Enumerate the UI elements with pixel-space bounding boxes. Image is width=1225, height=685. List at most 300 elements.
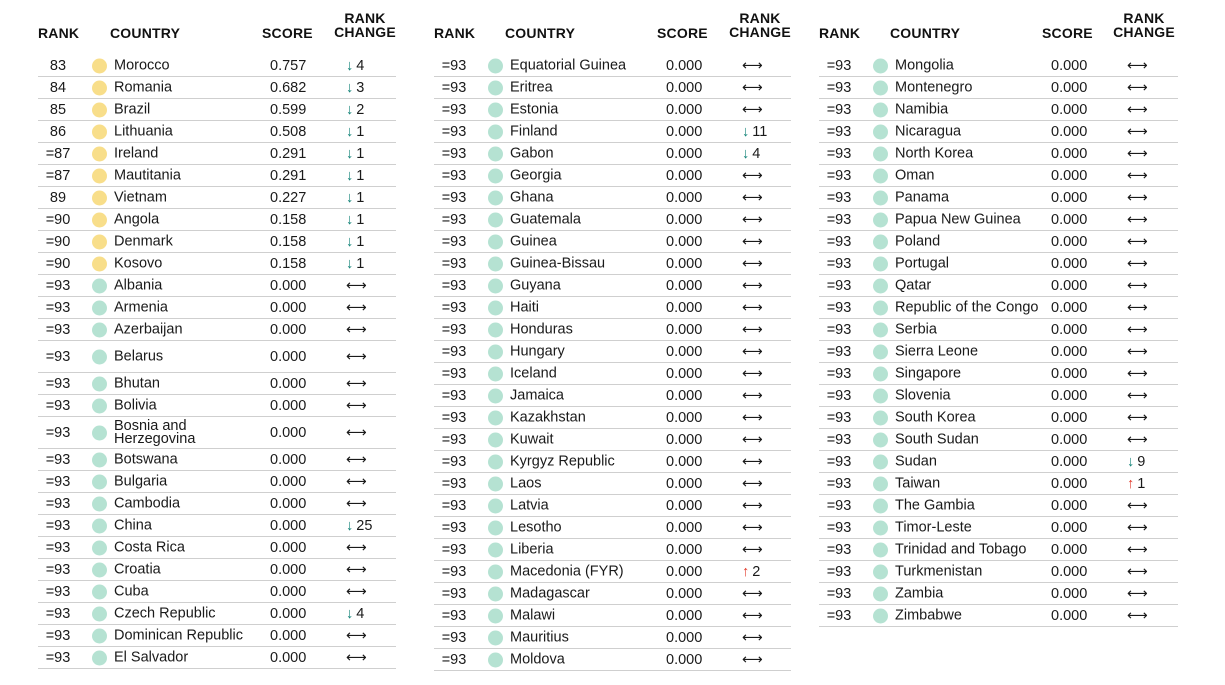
rank-value: =93 <box>441 585 467 602</box>
status-dot <box>873 586 888 601</box>
rank-value: =93 <box>826 123 852 140</box>
no-change-icon: ⟷ <box>742 409 763 426</box>
rank-change <box>1127 300 1148 316</box>
score-value: 0.000 <box>1051 321 1088 338</box>
arrow-down-icon: ↓ <box>742 145 750 162</box>
table-row <box>819 77 1178 99</box>
score-value: 0.000 <box>270 375 307 392</box>
no-change-icon: ⟷ <box>1127 189 1148 206</box>
score-value: 0.000 <box>270 277 307 294</box>
rank-value: =93 <box>441 277 467 294</box>
country-name: Macedonia (FYR) <box>510 563 624 579</box>
no-change-icon: ⟷ <box>346 473 367 490</box>
status-dot <box>873 498 888 513</box>
no-change-icon: ⟷ <box>1127 255 1148 272</box>
rank-value: =93 <box>441 563 467 580</box>
rank-change <box>346 584 367 600</box>
score-value: 0.000 <box>1051 299 1088 316</box>
rank-change <box>346 425 367 441</box>
table-row <box>434 605 791 627</box>
status-dot <box>873 124 888 139</box>
score-value: 0.000 <box>270 473 307 490</box>
no-change-icon: ⟷ <box>1127 541 1148 558</box>
rank-header: RANK <box>38 25 80 41</box>
table-row <box>819 253 1178 275</box>
rank-value: =87 <box>45 167 71 184</box>
rank-change <box>742 542 763 558</box>
score-value: 0.000 <box>666 123 703 140</box>
status-dot <box>488 520 503 535</box>
rank-change <box>346 212 364 228</box>
rank-value: =90 <box>45 233 71 250</box>
rank-change-value: 3 <box>356 79 365 96</box>
rank-change <box>346 452 367 468</box>
table-row <box>434 99 791 121</box>
status-dot <box>92 425 107 440</box>
rank-change <box>1127 388 1148 404</box>
rank-change <box>1127 102 1148 118</box>
country-name: Liberia <box>510 541 554 557</box>
no-change-icon: ⟷ <box>742 189 763 206</box>
rank-change-header <box>333 11 397 39</box>
no-change-icon: ⟷ <box>346 277 367 294</box>
table-row <box>819 275 1178 297</box>
table-row <box>819 385 1178 407</box>
table-row <box>38 77 396 99</box>
status-dot <box>488 300 503 315</box>
rank-change <box>346 349 367 365</box>
country-name: Dominican Republic <box>114 627 243 643</box>
rank-value: =93 <box>441 255 467 272</box>
rank-value: =93 <box>441 629 467 646</box>
status-dot <box>873 520 888 535</box>
rank-value: =93 <box>45 375 71 392</box>
rank-value: =93 <box>441 321 467 338</box>
table-row <box>434 253 791 275</box>
rank-change <box>742 454 763 470</box>
rank-change <box>742 300 763 316</box>
country-name: Ireland <box>114 145 159 161</box>
table-row <box>38 297 396 319</box>
rank-change <box>346 496 367 512</box>
rank-value: =93 <box>45 348 71 365</box>
country-name: Bulgaria <box>114 473 168 489</box>
rank-value: =93 <box>441 387 467 404</box>
status-dot <box>488 278 503 293</box>
score-value: 0.000 <box>1051 343 1088 360</box>
no-change-icon: ⟷ <box>1127 497 1148 514</box>
table-row <box>38 121 396 143</box>
rank-change <box>1127 564 1148 580</box>
table-row <box>38 625 396 647</box>
status-dot <box>92 322 107 337</box>
rank-change-header-line2: CHANGE <box>729 24 791 40</box>
rank-change <box>346 168 364 184</box>
no-change-icon: ⟷ <box>1127 409 1148 426</box>
table-row <box>38 603 396 625</box>
arrow-down-icon: ↓ <box>346 57 354 74</box>
rank-change <box>346 234 364 250</box>
arrow-down-icon: ↓ <box>346 189 354 206</box>
status-dot <box>873 256 888 271</box>
score-value: 0.291 <box>270 167 307 184</box>
score-value: 0.000 <box>1051 431 1088 448</box>
table-row <box>434 627 791 649</box>
rank-value: =93 <box>826 299 852 316</box>
country-name: Cuba <box>114 583 149 599</box>
country-name: Panama <box>895 189 950 205</box>
score-value: 0.000 <box>1051 387 1088 404</box>
country-name: Serbia <box>895 321 937 337</box>
score-value: 0.000 <box>666 299 703 316</box>
country-name: Bhutan <box>114 375 160 391</box>
rank-change-value: 2 <box>356 101 365 118</box>
table-row <box>38 165 396 187</box>
rank-change <box>742 322 763 338</box>
score-value: 0.000 <box>666 497 703 514</box>
score-value: 0.000 <box>270 397 307 414</box>
status-dot <box>873 322 888 337</box>
rank-value: =93 <box>45 473 71 490</box>
rank-change <box>1127 212 1148 228</box>
column-header <box>434 0 791 55</box>
rank-value: =93 <box>45 277 71 294</box>
arrow-down-icon: ↓ <box>742 123 750 140</box>
table-row <box>38 373 396 395</box>
table-row <box>434 55 791 77</box>
score-value: 0.000 <box>1051 123 1088 140</box>
country-name: North Korea <box>895 145 974 161</box>
country-name: Guinea <box>510 233 557 249</box>
rank-value: =93 <box>45 424 71 441</box>
rank-change <box>1127 322 1148 338</box>
status-dot <box>873 366 888 381</box>
no-change-icon: ⟷ <box>1127 233 1148 250</box>
table-rows <box>38 55 396 669</box>
score-value: 0.000 <box>1051 189 1088 206</box>
score-value: 0.000 <box>1051 277 1088 294</box>
rank-change <box>1127 168 1148 184</box>
score-value: 0.000 <box>270 451 307 468</box>
rank-change <box>742 190 763 206</box>
status-dot <box>488 608 503 623</box>
status-dot <box>92 58 107 73</box>
score-value: 0.000 <box>666 57 703 74</box>
table-row <box>819 55 1178 77</box>
status-dot <box>92 496 107 511</box>
status-dot <box>488 542 503 557</box>
score-value: 0.000 <box>1051 497 1088 514</box>
status-dot <box>92 376 107 391</box>
rank-value: =93 <box>826 189 852 206</box>
rank-change <box>1127 498 1148 514</box>
rank-change <box>742 58 763 74</box>
status-dot <box>488 322 503 337</box>
status-dot <box>873 212 888 227</box>
table-row <box>434 407 791 429</box>
score-value: 0.000 <box>666 651 703 668</box>
rank-change <box>742 344 763 360</box>
rank-change <box>1127 124 1148 140</box>
country-name: Kosovo <box>114 255 163 271</box>
table-row <box>434 143 791 165</box>
score-value: 0.000 <box>1051 453 1088 470</box>
status-dot <box>92 606 107 621</box>
score-value: 0.000 <box>1051 563 1088 580</box>
country-name: Botswana <box>114 451 178 467</box>
rank-change <box>1127 234 1148 250</box>
rank-change <box>346 146 364 162</box>
rank-value: =93 <box>441 519 467 536</box>
rank-change-value: 4 <box>356 57 365 74</box>
table-row <box>38 253 396 275</box>
rank-change-header-line1: RANK <box>739 10 781 26</box>
rank-value: =93 <box>441 57 467 74</box>
score-value: 0.158 <box>270 211 307 228</box>
rank-value: =93 <box>826 585 852 602</box>
status-dot <box>488 454 503 469</box>
no-change-icon: ⟷ <box>1127 387 1148 404</box>
country-name: Madagascar <box>510 585 590 601</box>
country-name: Kyrgyz Republic <box>510 453 615 469</box>
status-dot <box>873 146 888 161</box>
no-change-icon: ⟷ <box>346 424 367 441</box>
rank-change <box>346 300 367 316</box>
no-change-icon: ⟷ <box>346 299 367 316</box>
no-change-icon: ⟷ <box>742 541 763 558</box>
table-row <box>434 297 791 319</box>
no-change-icon: ⟷ <box>1127 79 1148 96</box>
rank-value: =93 <box>826 365 852 382</box>
table-row <box>819 187 1178 209</box>
rank-change <box>346 278 367 294</box>
score-value: 0.000 <box>1051 145 1088 162</box>
no-change-icon: ⟷ <box>742 101 763 118</box>
rank-change-value: 1 <box>356 233 365 250</box>
status-dot <box>873 278 888 293</box>
score-header: SCORE <box>1042 25 1093 41</box>
rank-value: 86 <box>49 123 67 140</box>
rank-value: =93 <box>45 539 71 556</box>
rank-value: =93 <box>826 453 852 470</box>
country-name: Denmark <box>114 233 173 249</box>
table-row <box>819 99 1178 121</box>
score-value: 0.000 <box>1051 255 1088 272</box>
rank-value: =93 <box>441 541 467 558</box>
no-change-icon: ⟷ <box>1127 123 1148 140</box>
country-name: Lithuania <box>114 123 173 139</box>
rank-value: =93 <box>826 563 852 580</box>
table-row <box>434 429 791 451</box>
no-change-icon: ⟷ <box>742 277 763 294</box>
table-row <box>819 231 1178 253</box>
score-value: 0.000 <box>1051 585 1088 602</box>
rank-value: =93 <box>45 561 71 578</box>
status-dot <box>488 410 503 425</box>
score-value: 0.227 <box>270 189 307 206</box>
rank-value: =93 <box>45 517 71 534</box>
rank-change <box>1127 432 1148 448</box>
no-change-icon: ⟷ <box>742 57 763 74</box>
score-value: 0.000 <box>666 387 703 404</box>
score-header: SCORE <box>657 25 708 41</box>
status-dot <box>488 256 503 271</box>
table-row <box>434 319 791 341</box>
rank-change-value: 25 <box>356 517 373 534</box>
rank-change-value: 11 <box>752 123 768 140</box>
no-change-icon: ⟷ <box>1127 277 1148 294</box>
arrow-down-icon: ↓ <box>346 79 354 96</box>
rank-value: =93 <box>441 651 467 668</box>
rank-change-value: 4 <box>356 605 365 622</box>
rank-value: =93 <box>45 605 71 622</box>
score-value: 0.000 <box>666 145 703 162</box>
rank-value: =93 <box>45 299 71 316</box>
score-value: 0.000 <box>666 541 703 558</box>
country-name: Guatemala <box>510 211 581 227</box>
score-value: 0.000 <box>270 561 307 578</box>
status-dot <box>92 562 107 577</box>
no-change-icon: ⟷ <box>742 607 763 624</box>
score-value: 0.000 <box>1051 365 1088 382</box>
rank-value: =93 <box>826 343 852 360</box>
status-dot <box>873 476 888 491</box>
score-value: 0.000 <box>666 585 703 602</box>
status-dot <box>488 58 503 73</box>
table-row <box>819 429 1178 451</box>
no-change-icon: ⟷ <box>346 627 367 644</box>
country-name: Jamaica <box>510 387 564 403</box>
arrow-down-icon: ↓ <box>346 255 354 272</box>
table-row <box>38 647 396 669</box>
status-dot <box>92 80 107 95</box>
table-row <box>819 297 1178 319</box>
table-row <box>38 275 396 297</box>
rank-value: =93 <box>441 101 467 118</box>
status-dot <box>92 234 107 249</box>
rank-value: =90 <box>45 255 71 272</box>
rank-change-value: 1 <box>356 145 365 162</box>
rank-value: =93 <box>826 57 852 74</box>
status-dot <box>873 388 888 403</box>
score-value: 0.000 <box>1051 211 1088 228</box>
rank-change-value: 4 <box>752 145 761 162</box>
score-value: 0.000 <box>270 517 307 534</box>
country-name: Montenegro <box>895 79 973 95</box>
rank-change <box>742 410 763 426</box>
country-name: Taiwan <box>895 475 941 491</box>
country-name: Zambia <box>895 585 944 601</box>
rank-change <box>742 366 763 382</box>
score-value: 0.000 <box>666 211 703 228</box>
country-name: Zimbabwe <box>895 607 962 623</box>
rank-change <box>742 498 763 514</box>
rank-value: =93 <box>826 277 852 294</box>
rank-value: =90 <box>45 211 71 228</box>
rank-change <box>346 628 367 644</box>
table-row <box>819 341 1178 363</box>
status-dot <box>873 190 888 205</box>
country-name: Lesotho <box>510 519 562 535</box>
rank-change <box>742 80 763 96</box>
no-change-icon: ⟷ <box>1127 101 1148 118</box>
country-name: Armenia <box>114 299 168 315</box>
no-change-icon: ⟷ <box>1127 57 1148 74</box>
country-name: Nicaragua <box>895 123 962 139</box>
table-row <box>38 581 396 603</box>
status-dot <box>92 278 107 293</box>
table-row <box>38 515 396 537</box>
status-dot <box>873 454 888 469</box>
rank-change <box>346 540 367 556</box>
rank-value: =93 <box>826 321 852 338</box>
arrow-down-icon: ↓ <box>346 123 354 140</box>
country-name: Albania <box>114 277 163 293</box>
no-change-icon: ⟷ <box>742 299 763 316</box>
rank-value: =93 <box>441 145 467 162</box>
rank-header: RANK <box>434 25 476 41</box>
rank-change <box>346 606 364 622</box>
rank-change-header <box>728 11 792 39</box>
table-row <box>819 473 1178 495</box>
rank-value: =93 <box>826 101 852 118</box>
no-change-icon: ⟷ <box>742 629 763 646</box>
country-name: Mauritius <box>510 629 569 645</box>
country-name: Moldova <box>510 651 565 667</box>
country-name: The Gambia <box>895 497 975 513</box>
status-dot <box>488 498 503 513</box>
rank-value: =93 <box>441 497 467 514</box>
country-name: Brazil <box>114 101 151 117</box>
status-dot <box>488 168 503 183</box>
score-value: 0.000 <box>270 539 307 556</box>
score-value: 0.000 <box>270 321 307 338</box>
score-value: 0.000 <box>666 409 703 426</box>
table-row <box>819 121 1178 143</box>
no-change-icon: ⟷ <box>742 233 763 250</box>
rank-value: =93 <box>441 453 467 470</box>
table-row <box>434 77 791 99</box>
country-name: Haiti <box>510 299 540 315</box>
score-header: SCORE <box>262 25 313 41</box>
no-change-icon: ⟷ <box>742 321 763 338</box>
rank-change <box>742 212 763 228</box>
country-name: Qatar <box>895 277 932 293</box>
country-header: COUNTRY <box>505 25 576 41</box>
rank-value: =93 <box>826 255 852 272</box>
status-dot <box>92 124 107 139</box>
score-value: 0.158 <box>270 233 307 250</box>
status-dot <box>873 300 888 315</box>
rank-value: =93 <box>45 649 71 666</box>
no-change-icon: ⟷ <box>1127 365 1148 382</box>
rank-value: =93 <box>826 409 852 426</box>
status-dot <box>873 234 888 249</box>
table-row <box>819 143 1178 165</box>
rank-change <box>742 146 760 162</box>
rank-change <box>742 630 763 646</box>
no-change-icon: ⟷ <box>1127 343 1148 360</box>
no-change-icon: ⟷ <box>1127 167 1148 184</box>
status-dot <box>488 476 503 491</box>
status-dot <box>488 80 503 95</box>
rank-change <box>742 102 763 118</box>
rank-value: =93 <box>441 409 467 426</box>
no-change-icon: ⟷ <box>742 343 763 360</box>
no-change-icon: ⟷ <box>742 585 763 602</box>
country-name: Timor-Leste <box>895 519 972 535</box>
score-value: 0.000 <box>1051 167 1088 184</box>
